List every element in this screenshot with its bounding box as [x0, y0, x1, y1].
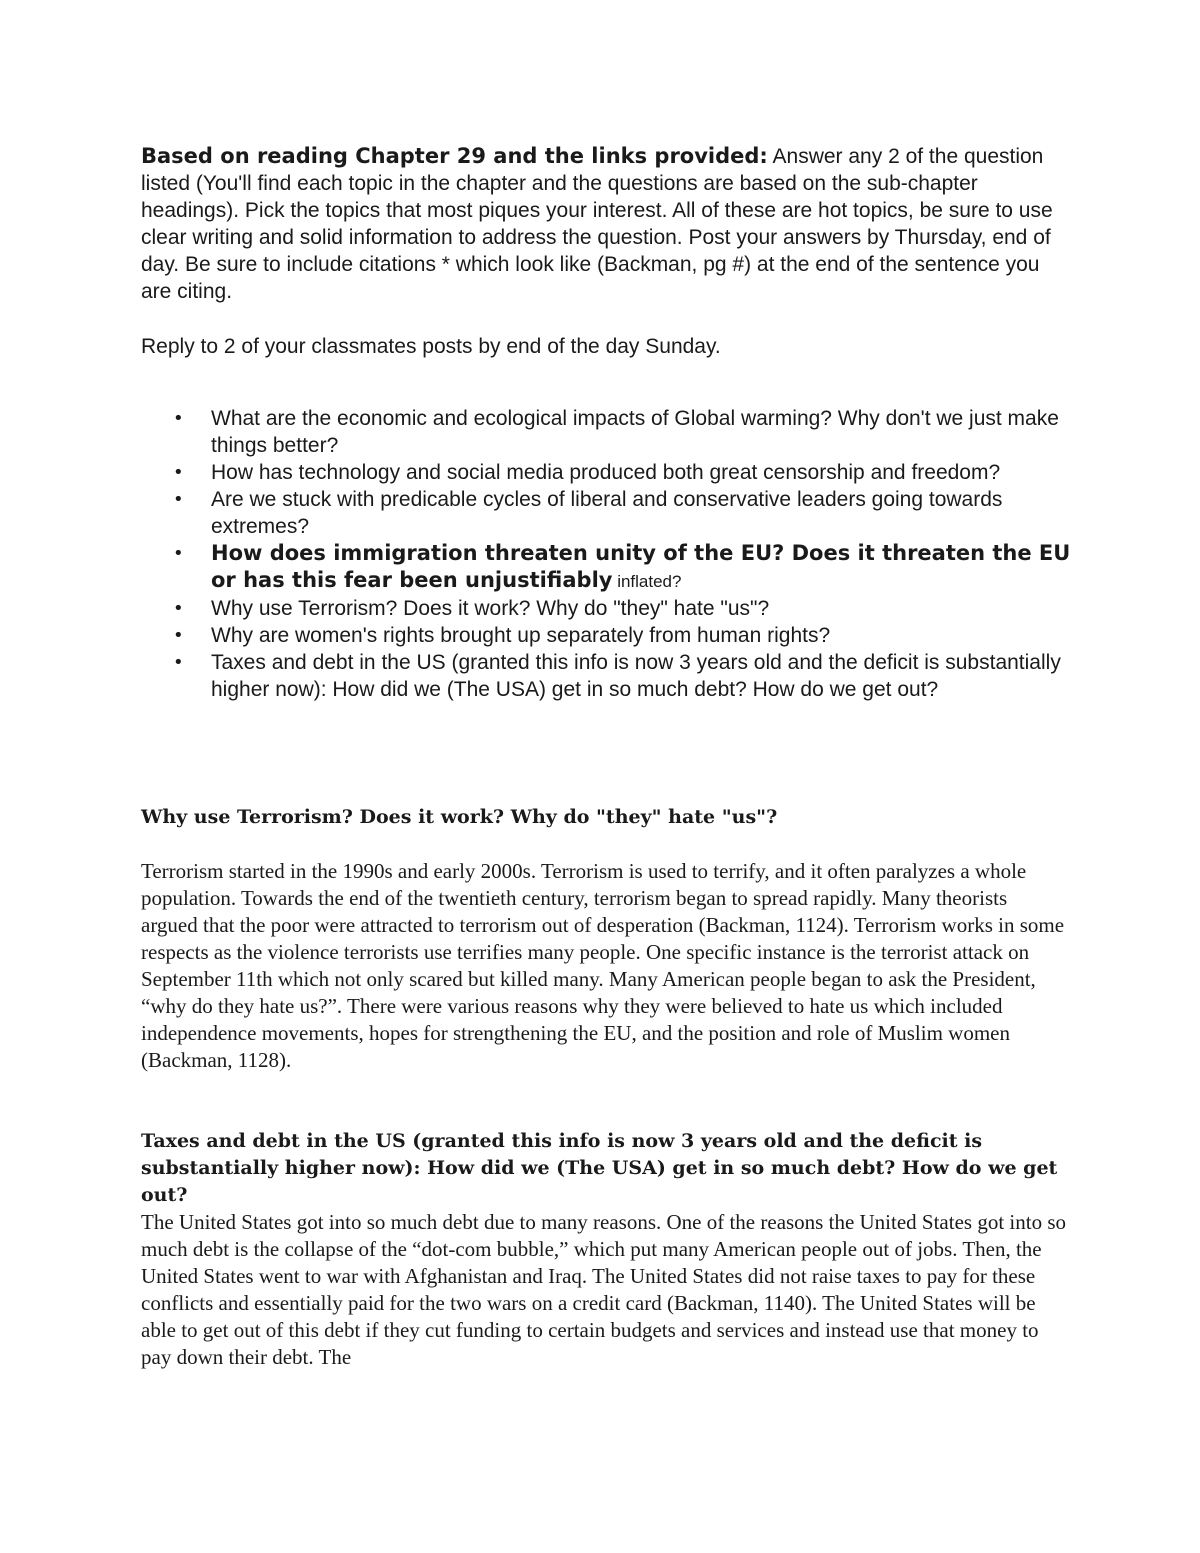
answer-debt: The United States got into so much debt due to many reasons. One of the reasons the United States got into so much debt is the collapse of the “dot-com bubble,” which put many American people out of jobs. Then, the United States went to war with Afghanistan and Iraq. The United States did not raise taxes to pay for these conflicts and essentially paid for the two wars on a credit card (Backman, 1140). The United States will be able to get out of this debt if they cut funding to certain budgets and services and instead use that money to pay down their debt. The: [141, 1210, 1067, 1369]
question-item: [141, 622, 1071, 649]
question-item: [141, 595, 1071, 622]
question-item: [141, 649, 1071, 703]
question-text: How has technology and social media produced both great censorship and freedom?: [211, 461, 1001, 484]
question-item: [141, 459, 1071, 486]
assignment-instructions: [141, 143, 1071, 305]
question-text: What are the economic and ecological impacts of Global warming? Why don't we just make things better?: [211, 407, 1059, 457]
section-heading-terrorism: Why use Terrorism? Does it work? Why do "they" hate "us"?: [141, 806, 778, 828]
instructions-text: Answer any 2 of the question listed (You'll find each topic in the chapter and the questions are based on the sub-chapter headings). Pick the topics that most piques your interest. All of these are hot topics, be sure to use clear writing and solid information to address the question. Post your answers by Thursday, end of day. Be sure to include citations * which look like (Backman, pg #) at the end of the sentence you are citing.: [141, 145, 1053, 303]
answer-terrorism: Terrorism started in the 1990s and early 2000s. Terrorism is used to terrify, and it often paralyzes a whole population. Towards the end of the twentieth century, terrorism began to spread rapidly. Many theorists argued that the poor were attracted to terrorism out of desperation (Backman, 1124). Terrorism works in some respects as the violence terrorists use terrifies many people. One specific instance is the terrorist attack on September 11th which not only scared but killed many. Many American people began to ask the President, “why do they hate us?”. There were various reasons why they were believed to hate us which included independence movements, hopes for strengthening the EU, and the position and role of Muslim women (Backman, 1128).: [141, 859, 1065, 1072]
bullet-icon: •: [173, 408, 184, 429]
bullet-icon: •: [173, 598, 184, 619]
section-heading-debt: Taxes and debt in the US (granted this info is now 3 years old and the deficit is substantially higher now): How did we (The USA) get in so much debt? How do we get out?: [141, 1130, 1058, 1206]
question-text: Are we stuck with predicable cycles of liberal and conservative leaders going towards extremes?: [211, 488, 1003, 538]
question-text-tail: inflated?: [612, 572, 682, 591]
bullet-icon: •: [173, 489, 184, 510]
question-text: Why use Terrorism? Does it work? Why do "they" hate "us"?: [211, 597, 770, 620]
bullet-icon: •: [173, 462, 184, 483]
bullet-icon: •: [173, 652, 184, 673]
question-item: [141, 405, 1071, 459]
question-list: [141, 405, 1071, 703]
question-text-bold: How does immigration threaten unity of the EU? Does it threaten the EU or has this fear been unjustifiably: [211, 541, 1071, 592]
bullet-icon: •: [173, 543, 184, 564]
reply-instructions: Reply to 2 of your classmates posts by end of the day Sunday.: [141, 335, 721, 358]
question-text: Taxes and debt in the US (granted this info is now 3 years old and the deficit is substantially higher now): How did we (The USA) get in so much debt? How do we get out?: [211, 651, 1061, 701]
instructions-lead: Based on reading Chapter 29 and the links provided:: [141, 144, 768, 168]
bullet-icon: •: [173, 625, 184, 646]
question-item: [141, 486, 1071, 540]
question-text: Why are women's rights brought up separately from human rights?: [211, 624, 831, 647]
question-item: [141, 540, 1071, 595]
